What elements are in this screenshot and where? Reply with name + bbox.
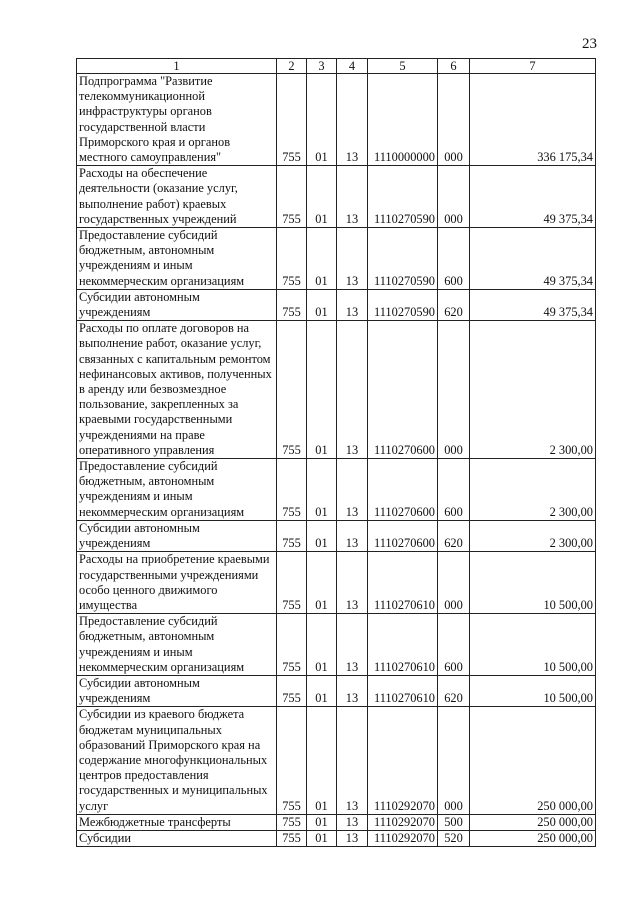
table-row [77, 459, 596, 521]
subsection-code: 13 [337, 459, 368, 521]
table-row [77, 321, 596, 459]
amount: 10 500,00 [470, 675, 596, 706]
section-code: 01 [307, 74, 337, 166]
expense-name: Предоставление субсидий бюджетным, автономным учреждениям и иным некоммерческим организациям [77, 459, 277, 521]
target-article-code: 1110270610 [368, 614, 438, 676]
subsection-code: 13 [337, 520, 368, 551]
table-row [77, 814, 596, 830]
subsection-code: 13 [337, 830, 368, 846]
amount: 336 175,34 [470, 74, 596, 166]
table-row [77, 166, 596, 228]
amount: 49 375,34 [470, 166, 596, 228]
header-cell: 3 [307, 59, 337, 74]
header-cell: 6 [438, 59, 470, 74]
grbs-code: 755 [277, 321, 307, 459]
subsection-code: 13 [337, 552, 368, 614]
target-article-code: 1110000000 [368, 74, 438, 166]
grbs-code: 755 [277, 74, 307, 166]
target-article-code: 1110292070 [368, 707, 438, 814]
expense-type-code: 620 [438, 675, 470, 706]
grbs-code: 755 [277, 614, 307, 676]
amount: 2 300,00 [470, 459, 596, 521]
table-row [77, 74, 596, 166]
expense-type-code: 000 [438, 552, 470, 614]
section-code: 01 [307, 459, 337, 521]
amount: 2 300,00 [470, 520, 596, 551]
header-cell: 2 [277, 59, 307, 74]
amount: 250 000,00 [470, 830, 596, 846]
amount: 49 375,34 [470, 228, 596, 290]
expense-type-code: 600 [438, 459, 470, 521]
table-row [77, 552, 596, 614]
section-code: 01 [307, 830, 337, 846]
section-code: 01 [307, 321, 337, 459]
section-code: 01 [307, 289, 337, 320]
budget-table [76, 58, 596, 847]
expense-name: Субсидии автономным учреждениям [77, 675, 277, 706]
expense-name: Предоставление субсидий бюджетным, автономным учреждениям и иным некоммерческим организациям [77, 614, 277, 676]
header-row [77, 59, 596, 74]
table-row [77, 228, 596, 290]
section-code: 01 [307, 520, 337, 551]
table-row [77, 675, 596, 706]
section-code: 01 [307, 166, 337, 228]
subsection-code: 13 [337, 74, 368, 166]
subsection-code: 13 [337, 228, 368, 290]
target-article-code: 1110270600 [368, 321, 438, 459]
section-code: 01 [307, 228, 337, 290]
section-code: 01 [307, 675, 337, 706]
grbs-code: 755 [277, 459, 307, 521]
section-code: 01 [307, 614, 337, 676]
expense-name: Межбюджетные трансферты [77, 814, 277, 830]
expense-name: Подпрограмма "Развитие телекоммуникационной инфраструктуры органов государственной власти Приморского края и органов местного самоуправления" [77, 74, 277, 166]
expense-name: Субсидии [77, 830, 277, 846]
target-article-code: 1110270610 [368, 675, 438, 706]
amount: 250 000,00 [470, 814, 596, 830]
expense-type-code: 620 [438, 289, 470, 320]
expense-type-code: 600 [438, 614, 470, 676]
expense-type-code: 500 [438, 814, 470, 830]
amount: 49 375,34 [470, 289, 596, 320]
subsection-code: 13 [337, 814, 368, 830]
target-article-code: 1110270590 [368, 228, 438, 290]
grbs-code: 755 [277, 707, 307, 814]
expense-name: Предоставление субсидий бюджетным, автономным учреждениям и иным некоммерческим организациям [77, 228, 277, 290]
grbs-code: 755 [277, 289, 307, 320]
target-article-code: 1110292070 [368, 814, 438, 830]
section-code: 01 [307, 707, 337, 814]
expense-name: Субсидии из краевого бюджета бюджетам муниципальных образований Приморского края на содержание многофункциональных центров предоставления государственных и муниципальных услуг [77, 707, 277, 814]
subsection-code: 13 [337, 321, 368, 459]
amount: 10 500,00 [470, 614, 596, 676]
target-article-code: 1110270590 [368, 166, 438, 228]
expense-name: Расходы на обеспечение деятельности (оказание услуг, выполнение работ) краевых государственных учреждений [77, 166, 277, 228]
section-code: 01 [307, 814, 337, 830]
target-article-code: 1110270590 [368, 289, 438, 320]
expense-type-code: 000 [438, 74, 470, 166]
amount: 2 300,00 [470, 321, 596, 459]
expense-name: Субсидии автономным учреждениям [77, 289, 277, 320]
subsection-code: 13 [337, 614, 368, 676]
header-cell: 5 [368, 59, 438, 74]
expense-type-code: 000 [438, 321, 470, 459]
expense-name: Расходы на приобретение краевыми государственными учреждениями особо ценного движимого имущества [77, 552, 277, 614]
header-cell: 1 [77, 59, 277, 74]
grbs-code: 755 [277, 552, 307, 614]
target-article-code: 1110292070 [368, 830, 438, 846]
expense-type-code: 600 [438, 228, 470, 290]
grbs-code: 755 [277, 830, 307, 846]
subsection-code: 13 [337, 166, 368, 228]
expense-name: Субсидии автономным учреждениям [77, 520, 277, 551]
expense-type-code: 000 [438, 707, 470, 814]
table-row [77, 830, 596, 846]
subsection-code: 13 [337, 289, 368, 320]
table-row [77, 707, 596, 814]
header-cell: 7 [470, 59, 596, 74]
grbs-code: 755 [277, 228, 307, 290]
expense-type-code: 520 [438, 830, 470, 846]
target-article-code: 1110270610 [368, 552, 438, 614]
amount: 10 500,00 [470, 552, 596, 614]
table-row [77, 614, 596, 676]
expense-type-code: 620 [438, 520, 470, 551]
grbs-code: 755 [277, 166, 307, 228]
grbs-code: 755 [277, 814, 307, 830]
grbs-code: 755 [277, 675, 307, 706]
grbs-code: 755 [277, 520, 307, 551]
expense-name: Расходы по оплате договоров на выполнение работ, оказание услуг, связанных с капитальным ремонтом нефинансовых активов, полученных в аренду или безвозмездное пользование, закрепленных за краевыми государственными учреждениями на праве оперативного управления [77, 321, 277, 459]
table-row [77, 289, 596, 320]
target-article-code: 1110270600 [368, 520, 438, 551]
amount: 250 000,00 [470, 707, 596, 814]
expense-type-code: 000 [438, 166, 470, 228]
table-row [77, 520, 596, 551]
target-article-code: 1110270600 [368, 459, 438, 521]
subsection-code: 13 [337, 675, 368, 706]
page-number: 23 [582, 36, 597, 52]
section-code: 01 [307, 552, 337, 614]
subsection-code: 13 [337, 707, 368, 814]
header-cell: 4 [337, 59, 368, 74]
